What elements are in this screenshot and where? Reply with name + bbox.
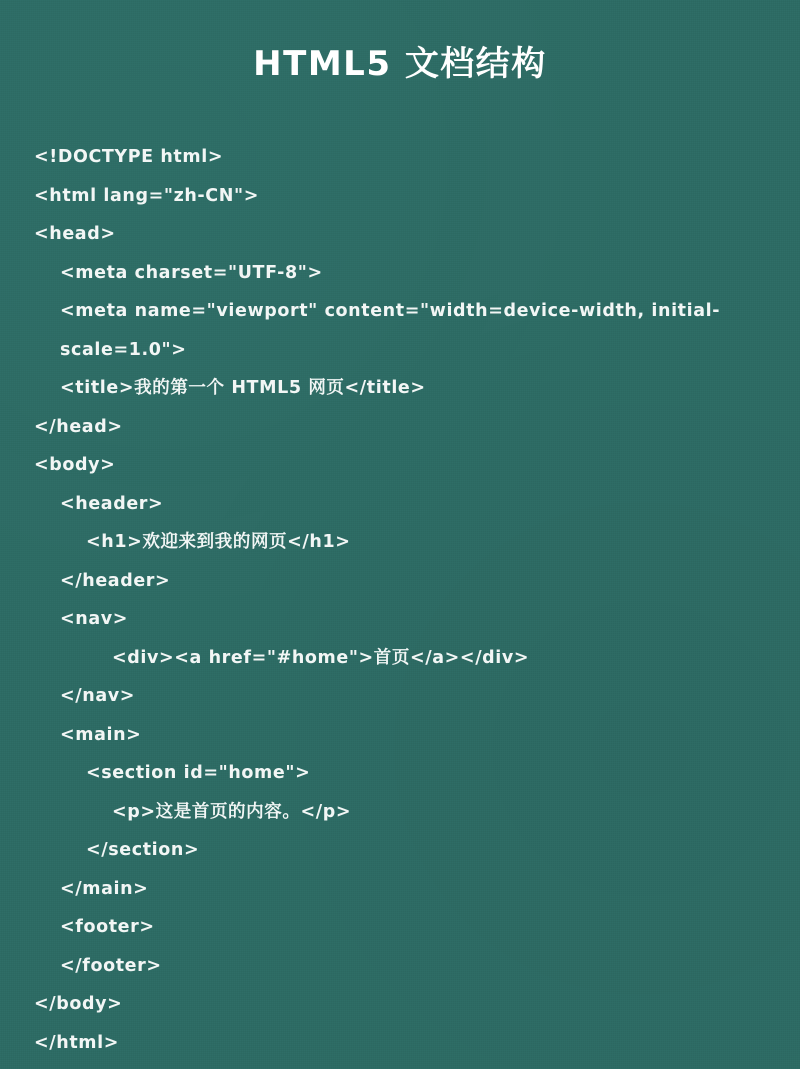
code-line: </html>	[34, 1032, 119, 1053]
code-line: <h1>欢迎来到我的网页</h1>	[86, 532, 351, 553]
code-line: </head>	[34, 416, 123, 437]
code-line: </body>	[34, 994, 123, 1015]
code-line: <title>我的第一个 HTML5 网页</title>	[60, 378, 426, 399]
code-line: </header>	[60, 570, 171, 591]
code-line: <meta name="viewport" content="width=device-width, initial-scale=1.0">	[60, 301, 721, 360]
code-listing	[34, 138, 766, 1062]
code-line: <section id="home">	[86, 763, 311, 784]
code-line: <head>	[34, 224, 116, 245]
code-line: <html lang="zh-CN">	[34, 185, 259, 206]
code-line: <header>	[60, 493, 164, 514]
page-title: HTML5 文档结构	[253, 44, 547, 84]
code-line: </main>	[60, 878, 149, 899]
code-line: </footer>	[60, 955, 162, 976]
code-line: <!DOCTYPE html>	[34, 147, 224, 168]
code-line: <nav>	[60, 609, 129, 630]
code-line: </section>	[86, 840, 200, 861]
code-line: <div><a href="#home">首页</a></div>	[112, 647, 530, 668]
code-line: <main>	[60, 724, 142, 745]
code-line: <meta charset="UTF-8">	[60, 262, 323, 283]
code-line: </nav>	[60, 686, 135, 707]
code-line: <p>这是首页的内容。</p>	[112, 801, 352, 822]
code-line: <body>	[34, 455, 116, 476]
code-line: <footer>	[60, 917, 155, 938]
